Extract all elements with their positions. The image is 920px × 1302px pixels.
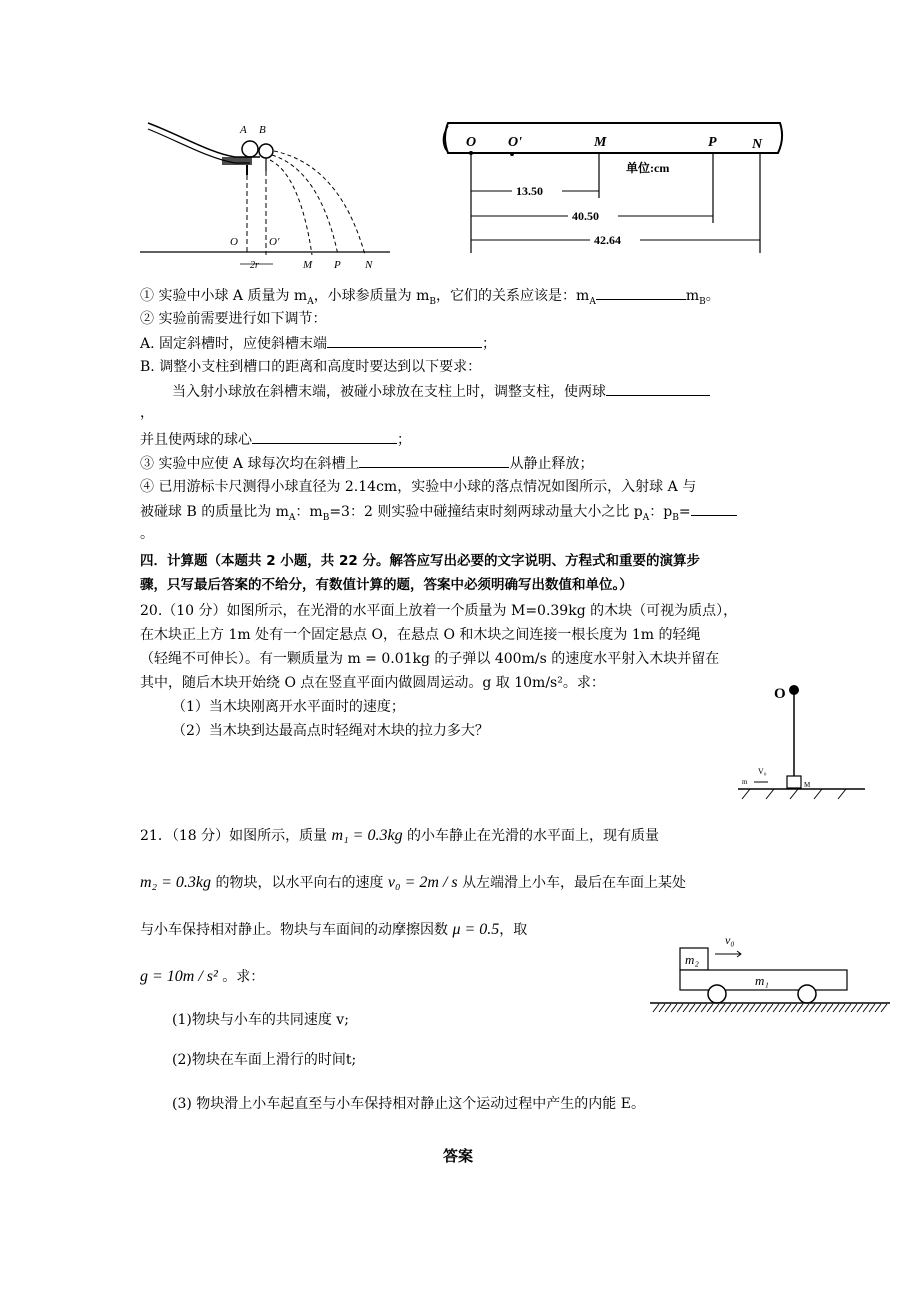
q21-part-2: (2)物块在车面上滑行的时间t; [172, 1052, 357, 1068]
answer-heading: 答案 [443, 1147, 474, 1165]
fig1-label-b: B [259, 124, 266, 136]
pendulum-block-figure [730, 678, 870, 806]
q19-item-b3 [140, 429, 411, 450]
q19-s1-post: ，它们的关系应该是：m [436, 288, 590, 304]
q19-s5-pa: A [642, 512, 650, 523]
q21-part-3: (3) 物块滑上小车起直至与小车保持相对静止这个运动过程中产生的内能 E。 [172, 1096, 645, 1112]
cart-block-figure [645, 930, 895, 1020]
q21-fig-m2: m₂ [685, 952, 699, 967]
fig2-label-o: O [466, 135, 477, 150]
q19-blank-5[interactable] [691, 501, 737, 516]
q21-l4b: 。求： [222, 969, 265, 985]
fig1-label-n: N [365, 259, 373, 271]
q19-s1-sub-b2: B [699, 296, 706, 307]
q19-s5-pb: B [672, 512, 679, 523]
q19-s5-b: B [322, 512, 330, 523]
q21-line-1 [140, 826, 659, 846]
q19-b3-text: 并且使两球的球心 [140, 432, 252, 448]
q20-fig-bigm: M [804, 781, 811, 789]
fig2-dim-1: 13.50 [516, 184, 543, 198]
q21-l2b: 从左端滑上小车，最后在车面上某处 [462, 875, 687, 891]
q19-s1-sub-a2: A [589, 296, 596, 307]
fig2-label-n: N [752, 137, 763, 152]
q19-s3-text: ③ 实验中应使 A 球每次均在斜槽上 [140, 456, 360, 472]
q19-s5-mid2: =3：2 则实验中碰撞结束时刻两球动量大小之比 p [329, 504, 643, 520]
fig2-dim-2: 40.50 [572, 209, 599, 223]
fig1-label-p: P [334, 259, 341, 271]
q20-line-3: （轻绳不可伸长）。有一颗质量为 m = 0.01kg 的子弹以 400m/s 的速度水平射入木块并留在 [140, 651, 720, 667]
q19-s1-mid: ，小球参质量为 m [313, 288, 430, 304]
q21-fig-v0: v₀ [725, 933, 735, 947]
q21-g: g = 10m / s² [140, 968, 218, 985]
q21-line-2 [140, 873, 686, 893]
collision-apparatus-figure [140, 115, 390, 275]
section4-heading-2: 骤，只写最后答案的不给分，有数值计算的题，答案中必须明确写出数值和单位。） [140, 577, 633, 593]
q19-s1-pre: ① 实验中小球 A 质量为 m [140, 288, 308, 304]
q21-l1a: 21．（18 分）如图所示，质量 [140, 828, 328, 844]
q19-s5-eq: = [678, 504, 691, 520]
landing-points-figure [440, 118, 785, 258]
fig1-label-2r: 2r [250, 260, 259, 271]
q19-comma: ， [140, 405, 154, 421]
q20-line-1: 20.（10 分）如图所示，在光滑的水平面上放着一个质量为 M=0.39kg 的木块（可视为质点）， [140, 603, 738, 619]
q21-line-4 [140, 967, 264, 987]
fig2-label-m: M [594, 135, 607, 150]
q21-v0: v₀ = 2m / s [387, 874, 458, 891]
q19-blank-a[interactable] [327, 333, 482, 348]
q19-a-text: A. 固定斜槽时，应使斜槽末端 [140, 336, 328, 352]
q19-blank-b3[interactable] [252, 429, 397, 444]
q21-line-3 [140, 920, 527, 940]
q19-item-a [140, 333, 496, 354]
q19-item-5 [140, 501, 737, 528]
q21-mu: μ = 0.5 [452, 921, 500, 938]
q21-fig-m1: m₁ [755, 973, 769, 988]
q19-b3-end: ； [397, 432, 411, 448]
q20-line-2: 在木块正上方 1m 处有一个固定悬点 O，在悬点 O 和木块之间连接一根长度为 1m 的轻绳 [140, 627, 701, 643]
q19-s5-colon: ：p [649, 504, 673, 520]
q19-period: 。 [140, 526, 154, 542]
q19-item-b: B. 调整小支柱到槽口的距离和高度时要达到以下要求： [140, 359, 482, 375]
q21-m1: m₁ = 0.3kg [331, 827, 403, 844]
fig1-label-o: O [230, 236, 238, 248]
q20-line-4: 其中，随后木块开始绕 O 点在竖直平面内做圆周运动。g 取 10m/s²。求： [140, 675, 605, 691]
fig1-label-a: A [240, 124, 247, 136]
q20-fig-m: m [742, 778, 748, 786]
q21-l2a: 的物块，以水平向右的速度 [215, 875, 384, 891]
q21-l1b: 的小车静止在光滑的水平面上，现有质量 [407, 828, 660, 844]
q19-blank-3[interactable] [359, 453, 509, 468]
q19-s3-end: 从静止释放； [509, 456, 594, 472]
q19-s1-dot: 。 [705, 288, 720, 304]
fig2-unit: 单位:cm [626, 161, 670, 175]
q19-item-3 [140, 453, 593, 474]
q21-l3a: 与小车保持相对静止。物块与车面间的动摩擦因数 [140, 922, 448, 938]
q20-fig-o: O [774, 686, 786, 702]
q21-l3b: ，取 [499, 922, 528, 938]
q19-s5-pre: 被碰球 B 的质量比为 m [140, 504, 289, 520]
q21-m2: m₂ = 0.3kg [140, 874, 212, 891]
q20-part-1: （1）当木块刚离开水平面时的速度； [172, 699, 405, 715]
q19-item-b2 [172, 381, 710, 402]
fig2-label-o-prime: O' [508, 135, 522, 150]
q20-fig-v0: V₀ [758, 767, 767, 776]
section4-heading-1: 四．计算题（本题共 2 小题，共 22 分。解答应写出必要的文字说明、方程式和重要的演算步 [140, 553, 700, 569]
fig1-label-o-prime: O' [269, 236, 280, 248]
q19-item-4: ④ 已用游标卡尺测得小球直径为 2.14cm，实验中小球的落点情况如图所示，入射球 A 与 [140, 479, 697, 495]
q19-item-2: ② 实验前需要进行如下调节： [140, 311, 327, 327]
q19-s5-a: A [288, 512, 296, 523]
q19-s1-sub-b: B [429, 296, 437, 307]
q21-part-1: (1)物块与小车的共同速度 v; [172, 1012, 349, 1028]
q19-s1-end: m [685, 288, 700, 304]
q19-b2-text: 当入射小球放在斜槽末端，被碰小球放在支柱上时，调整支柱，使两球 [172, 384, 606, 400]
q20-part-2: （2）当木块到达最高点时轻绳对木块的拉力多大？ [172, 723, 489, 739]
q19-blank-1[interactable] [596, 285, 686, 300]
q19-a-end: ； [482, 336, 497, 352]
fig2-dim-3: 42.64 [594, 233, 621, 247]
q19-s1-sub-a: A [307, 296, 314, 307]
fig1-label-m: M [303, 259, 313, 271]
q19-item-1 [140, 285, 720, 312]
fig2-label-p: P [708, 135, 717, 150]
q19-s5-mid: ：m [295, 504, 323, 520]
q19-blank-b2[interactable] [606, 381, 710, 396]
